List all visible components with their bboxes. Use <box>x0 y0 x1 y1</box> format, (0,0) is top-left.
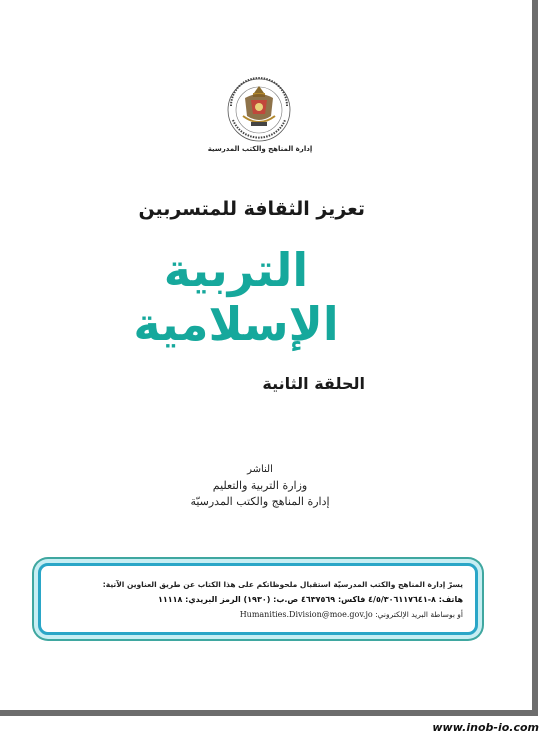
jordan-coat-of-arms-icon <box>221 76 297 144</box>
book-title: التربية الإسلامية <box>133 243 339 351</box>
site-watermark: www.inob-io.com <box>432 721 539 734</box>
publisher-department: إدارة المناهج والكتب المدرسيّة <box>190 495 330 508</box>
emblem-caption: إدارة المناهج والكتب المدرسية <box>207 145 313 153</box>
contact-email-line <box>53 610 463 619</box>
contact-intro: يسرّ إدارة المناهج والكتب المدرسيّة استقبال ملحوظاتكم على هذا الكتاب عن طريق العناوين الآتية: <box>102 580 463 589</box>
contact-box <box>38 563 478 635</box>
contact-phone-fax: هاتف: ٨-٤/٥/٣٠٦١١٧٦٤١ فاكس: ٤٦٣٧٥٦٩ ص.ب: (١٩٣٠) الرمز البريدي: ١١١١٨ <box>157 595 463 604</box>
contact-email-prefix: أو بوساطة البريد الإلكتروني: <box>375 610 463 619</box>
publisher-ministry: وزارة التربية والتعليم <box>212 479 308 492</box>
book-subtitle: تعزيز الثقافة للمتسربين <box>138 198 365 220</box>
publisher-block <box>150 462 370 510</box>
publisher-label: الناشر <box>247 464 273 475</box>
contact-email[interactable]: Humanities.Division@moe.gov.jo <box>239 610 373 619</box>
cycle-label: الحلقة الثانية <box>262 374 365 393</box>
